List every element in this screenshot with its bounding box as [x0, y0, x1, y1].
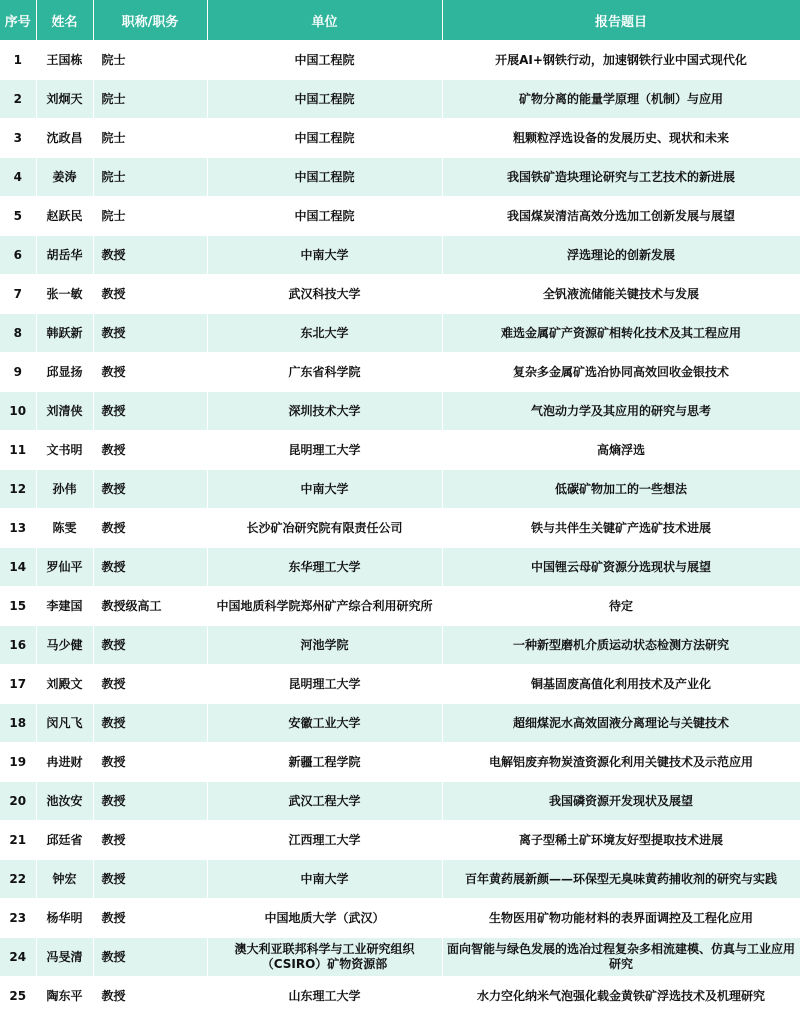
speaker-name: 王国栋 — [36, 41, 93, 80]
speaker-unit: 山东理工大学 — [207, 977, 442, 1015]
header-report: 报告题目 — [442, 0, 800, 41]
table-body — [0, 41, 800, 1015]
table-row — [0, 860, 800, 899]
row-number: 16 — [0, 626, 36, 665]
report-title: 低碳矿物加工的一些想法 — [442, 470, 800, 509]
speaker-name: 陶东平 — [36, 977, 93, 1015]
row-number: 12 — [0, 470, 36, 509]
speaker-unit: 深圳技术大学 — [207, 392, 442, 431]
header-unit: 单位 — [207, 0, 442, 41]
speaker-name: 池汝安 — [36, 782, 93, 821]
speaker-title: 教授 — [93, 314, 207, 353]
table-row — [0, 392, 800, 431]
table-row — [0, 353, 800, 392]
report-title: 粗颗粒浮选设备的发展历史、现状和未来 — [442, 119, 800, 158]
speaker-unit: 中国地质科学院郑州矿产综合利用研究所 — [207, 587, 442, 626]
table-row — [0, 587, 800, 626]
table-row — [0, 509, 800, 548]
table-row — [0, 821, 800, 860]
row-number: 7 — [0, 275, 36, 314]
speaker-unit: 武汉工程大学 — [207, 782, 442, 821]
speaker-unit: 昆明理工大学 — [207, 665, 442, 704]
table-row — [0, 782, 800, 821]
speaker-unit: 新疆工程学院 — [207, 743, 442, 782]
table-row — [0, 314, 800, 353]
table-row — [0, 470, 800, 509]
speaker-name: 赵跃民 — [36, 197, 93, 236]
row-number: 15 — [0, 587, 36, 626]
speaker-name: 冯旻清 — [36, 938, 93, 977]
row-number: 11 — [0, 431, 36, 470]
speaker-unit: 东华理工大学 — [207, 548, 442, 587]
row-number: 21 — [0, 821, 36, 860]
speaker-unit: 中南大学 — [207, 236, 442, 275]
speaker-title: 教授级高工 — [93, 587, 207, 626]
report-title: 水力空化纳米气泡强化载金黄铁矿浮选技术及机理研究 — [442, 977, 800, 1015]
speaker-title: 院士 — [93, 80, 207, 119]
table-row — [0, 899, 800, 938]
row-number: 2 — [0, 80, 36, 119]
speaker-unit: 广东省科学院 — [207, 353, 442, 392]
speaker-unit: 东北大学 — [207, 314, 442, 353]
speaker-title: 教授 — [93, 899, 207, 938]
speaker-unit: 中南大学 — [207, 470, 442, 509]
row-number: 4 — [0, 158, 36, 197]
speaker-name: 孙伟 — [36, 470, 93, 509]
header-title: 职称/职务 — [93, 0, 207, 41]
table-row — [0, 80, 800, 119]
report-title: 我国煤炭清洁高效分选加工创新发展与展望 — [442, 197, 800, 236]
speaker-title: 教授 — [93, 431, 207, 470]
row-number: 17 — [0, 665, 36, 704]
header-name: 姓名 — [36, 0, 93, 41]
speaker-title: 教授 — [93, 704, 207, 743]
table-row — [0, 431, 800, 470]
row-number: 18 — [0, 704, 36, 743]
speaker-title: 教授 — [93, 860, 207, 899]
table-row — [0, 548, 800, 587]
row-number: 24 — [0, 938, 36, 977]
table-row — [0, 626, 800, 665]
row-number: 3 — [0, 119, 36, 158]
speaker-unit: 长沙矿冶研究院有限责任公司 — [207, 509, 442, 548]
row-number: 13 — [0, 509, 36, 548]
speaker-name: 刘炯天 — [36, 80, 93, 119]
speaker-name: 姜涛 — [36, 158, 93, 197]
row-number: 23 — [0, 899, 36, 938]
speaker-name: 文书明 — [36, 431, 93, 470]
speaker-unit: 中国工程院 — [207, 197, 442, 236]
table-row — [0, 275, 800, 314]
report-title: 面向智能与绿色发展的选冶过程复杂多相流建模、仿真与工业应用研究 — [442, 938, 800, 977]
table-row — [0, 665, 800, 704]
report-title: 中国锂云母矿资源分选现状与展望 — [442, 548, 800, 587]
speaker-title: 教授 — [93, 509, 207, 548]
speaker-name: 胡岳华 — [36, 236, 93, 275]
table-row — [0, 197, 800, 236]
speaker-name: 邱显扬 — [36, 353, 93, 392]
table-row — [0, 158, 800, 197]
report-title: 难选金属矿产资源矿相转化技术及其工程应用 — [442, 314, 800, 353]
report-title: 复杂多金属矿选冶协同高效回收金银技术 — [442, 353, 800, 392]
speaker-name: 罗仙平 — [36, 548, 93, 587]
table-row — [0, 743, 800, 782]
speaker-title: 教授 — [93, 548, 207, 587]
speaker-title: 教授 — [93, 821, 207, 860]
report-title: 开展AI+钢铁行动，加速钢铁行业中国式现代化 — [442, 41, 800, 80]
speaker-name: 韩跃新 — [36, 314, 93, 353]
speaker-title: 院士 — [93, 158, 207, 197]
row-number: 14 — [0, 548, 36, 587]
report-title: 待定 — [442, 587, 800, 626]
speaker-title: 教授 — [93, 977, 207, 1015]
header-no: 序号 — [0, 0, 36, 41]
report-title: 高熵浮选 — [442, 431, 800, 470]
speaker-title: 教授 — [93, 236, 207, 275]
row-number: 5 — [0, 197, 36, 236]
row-number: 9 — [0, 353, 36, 392]
speaker-name: 张一敏 — [36, 275, 93, 314]
speaker-unit: 江西理工大学 — [207, 821, 442, 860]
report-title: 铁与共伴生关键矿产选矿技术进展 — [442, 509, 800, 548]
speaker-title: 教授 — [93, 275, 207, 314]
report-title: 我国磷资源开发现状及展望 — [442, 782, 800, 821]
speaker-name: 刘清侠 — [36, 392, 93, 431]
speaker-title: 教授 — [93, 743, 207, 782]
speaker-name: 邱廷省 — [36, 821, 93, 860]
report-title: 生物医用矿物功能材料的表界面调控及工程化应用 — [442, 899, 800, 938]
speaker-title: 教授 — [93, 392, 207, 431]
speaker-title: 教授 — [93, 470, 207, 509]
speaker-name: 闵凡飞 — [36, 704, 93, 743]
speaker-name: 刘殿文 — [36, 665, 93, 704]
speaker-unit: 中国工程院 — [207, 80, 442, 119]
speaker-name: 马少健 — [36, 626, 93, 665]
report-title: 全钒液流储能关键技术与发展 — [442, 275, 800, 314]
table-row — [0, 704, 800, 743]
row-number: 10 — [0, 392, 36, 431]
report-title: 铜基固废高值化利用技术及产业化 — [442, 665, 800, 704]
speaker-title: 教授 — [93, 938, 207, 977]
speaker-unit: 中国工程院 — [207, 41, 442, 80]
speaker-unit: 中国地质大学（武汉） — [207, 899, 442, 938]
row-number: 25 — [0, 977, 36, 1015]
speaker-title: 院士 — [93, 197, 207, 236]
row-number: 8 — [0, 314, 36, 353]
speaker-unit: 中国工程院 — [207, 119, 442, 158]
report-title: 浮选理论的创新发展 — [442, 236, 800, 275]
speaker-unit: 澳大利亚联邦科学与工业研究组织（CSIRO）矿物资源部 — [207, 938, 442, 977]
speaker-title: 教授 — [93, 665, 207, 704]
speaker-unit: 河池学院 — [207, 626, 442, 665]
report-title: 电解铝废弃物炭渣资源化利用关键技术及示范应用 — [442, 743, 800, 782]
table-row — [0, 41, 800, 80]
report-title: 我国铁矿造块理论研究与工艺技术的新进展 — [442, 158, 800, 197]
speaker-title: 教授 — [93, 626, 207, 665]
row-number: 19 — [0, 743, 36, 782]
report-title: 百年黄药展新颜——环保型无臭味黄药捕收剂的研究与实践 — [442, 860, 800, 899]
speaker-name: 李建国 — [36, 587, 93, 626]
row-number: 22 — [0, 860, 36, 899]
report-title: 离子型稀土矿环境友好型提取技术进展 — [442, 821, 800, 860]
speaker-unit: 安徽工业大学 — [207, 704, 442, 743]
speaker-unit: 中南大学 — [207, 860, 442, 899]
report-title: 一种新型磨机介质运动状态检测方法研究 — [442, 626, 800, 665]
speaker-unit: 武汉科技大学 — [207, 275, 442, 314]
row-number: 20 — [0, 782, 36, 821]
speaker-name: 沈政昌 — [36, 119, 93, 158]
speaker-title: 院士 — [93, 119, 207, 158]
table-row — [0, 236, 800, 275]
speaker-title: 院士 — [93, 41, 207, 80]
speaker-name: 陈雯 — [36, 509, 93, 548]
row-number: 6 — [0, 236, 36, 275]
table-row — [0, 977, 800, 1015]
speaker-unit: 昆明理工大学 — [207, 431, 442, 470]
speaker-title: 教授 — [93, 353, 207, 392]
header-row — [0, 0, 800, 41]
speaker-name: 杨华明 — [36, 899, 93, 938]
speaker-title: 教授 — [93, 782, 207, 821]
speaker-name: 冉进财 — [36, 743, 93, 782]
report-title: 矿物分离的能量学原理（机制）与应用 — [442, 80, 800, 119]
table-row — [0, 119, 800, 158]
report-title: 超细煤泥水高效固液分离理论与关键技术 — [442, 704, 800, 743]
table-row — [0, 938, 800, 977]
speaker-name: 钟宏 — [36, 860, 93, 899]
report-title: 气泡动力学及其应用的研究与思考 — [442, 392, 800, 431]
speaker-unit: 中国工程院 — [207, 158, 442, 197]
row-number: 1 — [0, 41, 36, 80]
